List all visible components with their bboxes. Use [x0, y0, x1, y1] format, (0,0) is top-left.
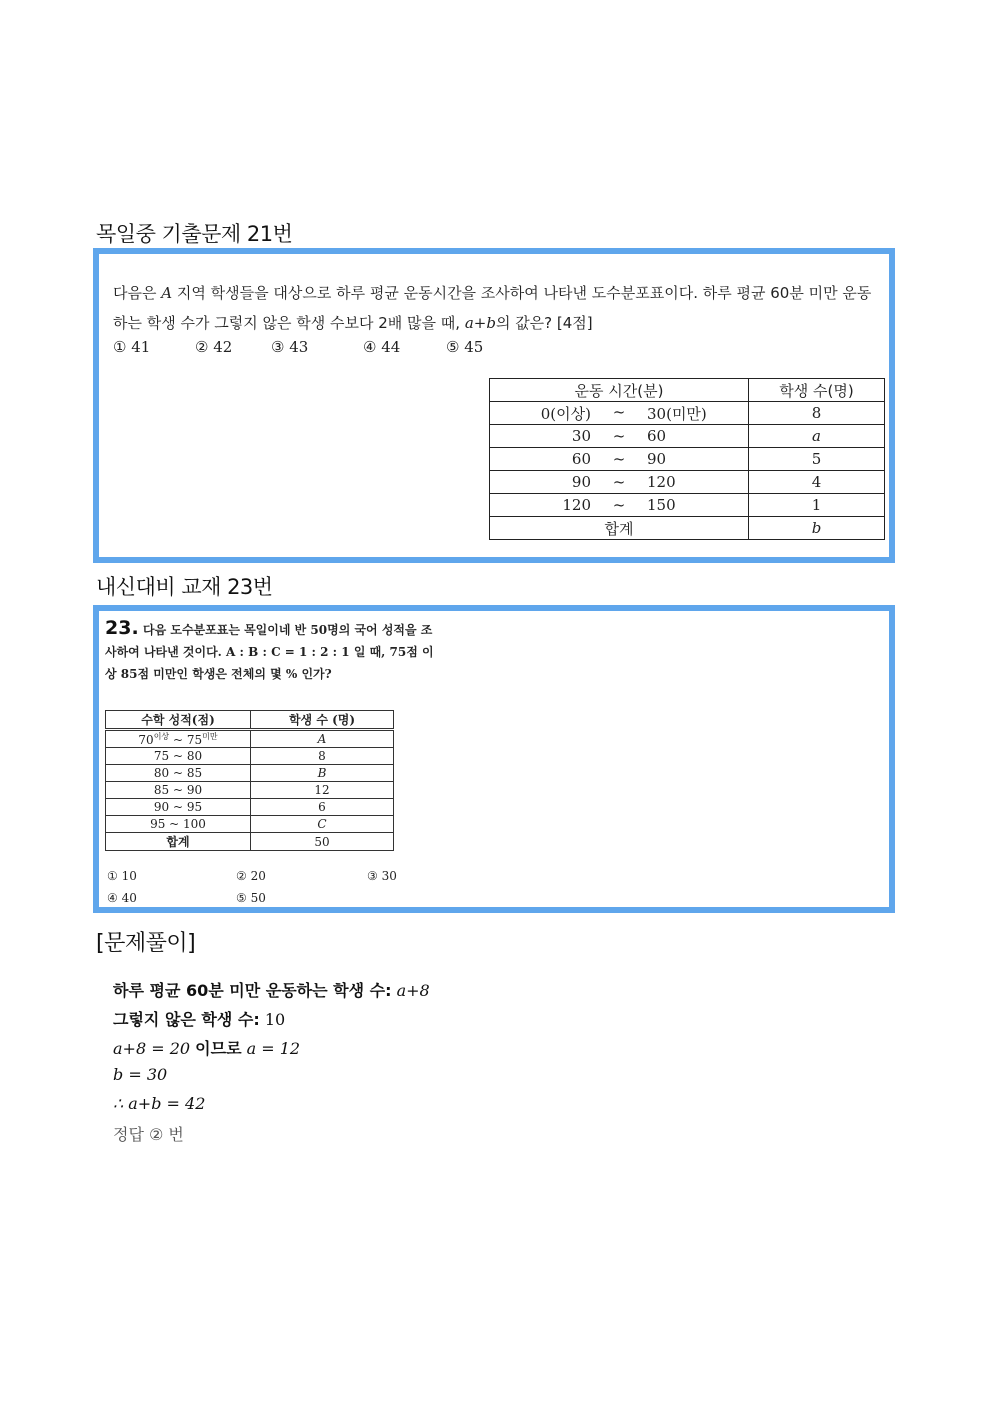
count-cell: B	[251, 765, 394, 782]
total-label: 합계	[106, 833, 251, 851]
total-value: 50	[251, 833, 394, 851]
count-cell: 8	[749, 402, 885, 425]
choice-5: ⑤ 45	[446, 338, 484, 356]
count-cell: 1	[749, 494, 885, 517]
problem2-number: 23.	[105, 617, 139, 639]
problem2-box	[93, 605, 895, 913]
table-row	[106, 782, 394, 799]
choice-1: ① 10	[107, 869, 137, 883]
problem2-question: 다음 도수분포표는 목일이네 반 50명의 국어 성적을 조사하여 나타낸 것이다. A : B : C = 1 : 2 : 1 일 때, 75점 이상 85점 미만인 학생은 전체의 몇 % 인가?	[105, 623, 434, 681]
table-row: 60 ~ 90 5	[490, 448, 885, 471]
range-cell: $70^{이상}$ ~ $75^{미만}$	[106, 730, 251, 748]
count-cell: A	[251, 730, 394, 748]
frequency-table-1	[489, 378, 885, 540]
solution-line-4: b = 30	[113, 1065, 168, 1084]
solution-line-1: 하루 평균 60분 미만 운동하는 학생 수: a+8	[113, 981, 430, 1000]
target-expression: a+b	[464, 314, 496, 332]
choice-2: ② 42	[195, 338, 233, 356]
table-total-row	[106, 833, 394, 851]
total-label: 합계	[490, 517, 749, 540]
header-exercise-time: 운동 시간(분)	[490, 379, 749, 402]
choice-3: ③ 30	[367, 869, 397, 883]
table-row: 120 ~ 150 1	[490, 494, 885, 517]
frequency-table-2	[105, 710, 394, 851]
choice-1: ① 41	[113, 338, 151, 356]
table-row	[106, 816, 394, 833]
table-total-row	[490, 517, 885, 540]
table-row: 30 ~ 60 a	[490, 425, 885, 448]
count-cell: 4	[749, 471, 885, 494]
count-cell: 6	[251, 799, 394, 816]
table-header-row	[490, 379, 885, 402]
count-cell: 8	[251, 748, 394, 765]
table-row	[106, 730, 394, 748]
choice-2: ② 20	[236, 869, 266, 883]
range-cell: 85 ~ 90	[106, 782, 251, 799]
table-row: 0(이상) ~ 30(미만) 8	[490, 402, 885, 425]
header-score: 수학 성적(점)	[106, 711, 251, 730]
table-header-row	[106, 711, 394, 730]
count-cell: 12	[251, 782, 394, 799]
section2-heading: 내신대비 교재 23번	[96, 575, 273, 599]
table-row	[106, 748, 394, 765]
header-student-count: 학생 수(명)	[749, 379, 885, 402]
range-cell: 80 ~ 85	[106, 765, 251, 782]
choice-3: ③ 43	[271, 338, 309, 356]
choice-4: ④ 40	[107, 891, 137, 905]
problem1-question: 다음은 A 지역 학생들을 대상으로 하루 평균 운동시간을 조사하여 나타낸 도수분포표이다. 하루 평균 60분 미만 운동하는 학생 수가 그렇지 않은 학생 수보다 2배 많을 때, a+b의 값은? [4점]	[113, 284, 872, 332]
solution-line-5: ∴ a+b = 42	[113, 1094, 206, 1113]
table-row: 90 ~ 120 4	[490, 471, 885, 494]
problem1-box	[93, 248, 895, 563]
choice-4: ④ 44	[363, 338, 401, 356]
range-cell: 95 ~ 100	[106, 816, 251, 833]
total-value: b	[749, 517, 885, 540]
region-variable: A	[161, 284, 173, 302]
header-student-count: 학생 수 (명)	[251, 711, 394, 730]
section1-heading: 목일중 기출문제 21번	[96, 222, 293, 246]
range-cell: 75 ~ 80	[106, 748, 251, 765]
solution-line-2: 그렇지 않은 학생 수: 10	[113, 1010, 286, 1029]
count-cell: 5	[749, 448, 885, 471]
range-cell: 90 ~ 95	[106, 799, 251, 816]
choice-5: ⑤ 50	[236, 891, 266, 905]
answer-text: 정답 ② 번	[113, 1125, 184, 1144]
solution-heading: [문제풀이]	[96, 931, 196, 956]
table-row	[106, 765, 394, 782]
table-row	[106, 799, 394, 816]
count-cell: C	[251, 816, 394, 833]
solution-line-3: a+8 = 20 이므로 a = 12	[113, 1039, 301, 1058]
count-cell: a	[749, 425, 885, 448]
